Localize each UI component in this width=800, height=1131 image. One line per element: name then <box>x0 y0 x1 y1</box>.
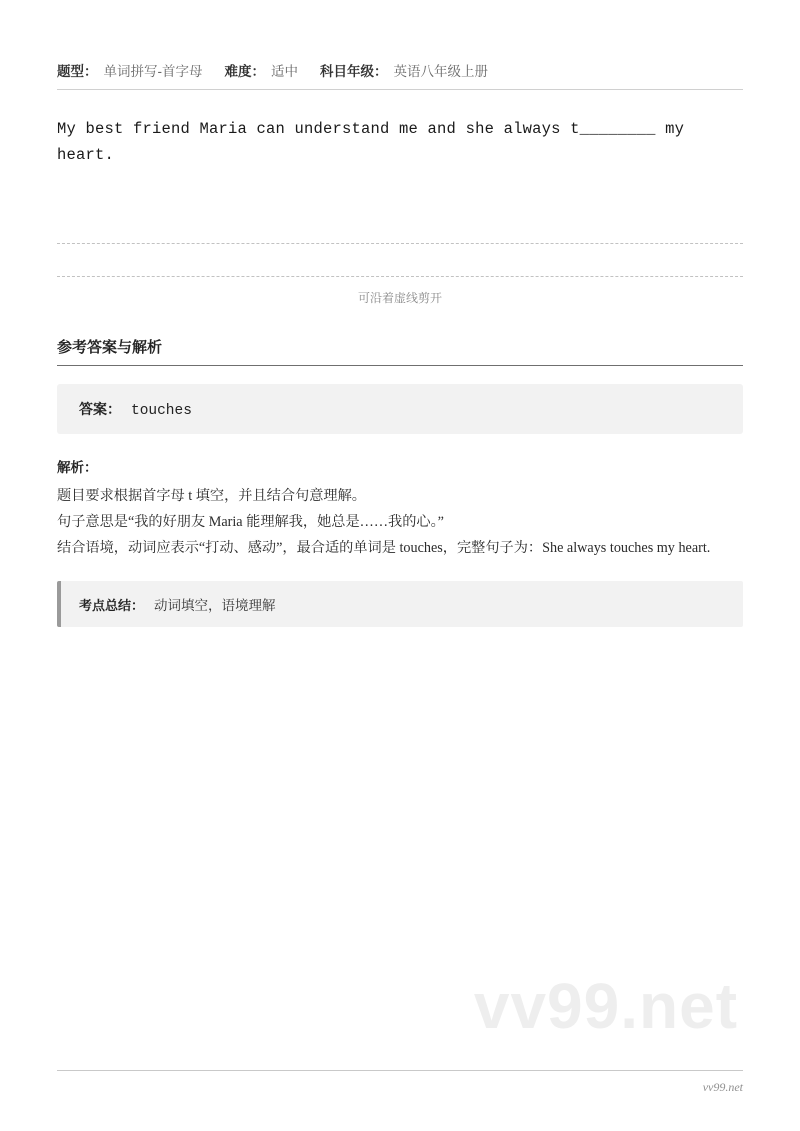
meta-subject-label: 科目年级： <box>320 64 388 79</box>
explanation-line-3: 结合语境，动词应表示“打动、感动”，最合适的单词是 touches，完整句子为：She always touches my heart. <box>57 540 711 557</box>
cut-line-bottom <box>57 276 743 277</box>
key-point-label: 考点总结： <box>79 598 145 614</box>
key-point-value: 动词填空，语境理解 <box>154 598 276 614</box>
meta-subject-value: 英语八年级上册 <box>393 64 488 79</box>
meta-type-value: 单词拼写-首字母 <box>103 64 203 79</box>
explanation-label: 解析： <box>57 459 98 475</box>
cut-line-top <box>57 243 743 244</box>
explanation-line-2: 句子意思是“我的好朋友 Maria 能理解我，她总是……我的心。” <box>57 513 444 530</box>
footer-site-label: vv99.net <box>702 1080 743 1094</box>
answer-value: touches <box>131 402 192 419</box>
meta-difficulty-label: 难度： <box>224 64 265 79</box>
answer-writing-space <box>57 169 743 229</box>
explanation-body <box>57 483 743 562</box>
answer-label: 答案： <box>79 400 121 417</box>
meta-difficulty-value: 适中 <box>271 64 298 79</box>
key-point-summary-box <box>57 581 743 627</box>
watermark-text: vv99.net <box>473 970 738 1042</box>
meta-type-label: 题型： <box>57 64 98 79</box>
analysis-section-title: 参考答案与解析 <box>57 338 163 356</box>
cut-hint-label: 可沿着虚线剪开 <box>357 290 442 305</box>
question-text: My best friend Maria can understand me and she always t________ my heart. <box>57 120 685 165</box>
meta-divider <box>57 89 743 90</box>
analysis-section-divider <box>57 365 743 366</box>
question-meta <box>57 0 743 80</box>
explanation-line-1: 题目要求根据首字母 t 填空，并且结合句意理解。 <box>57 487 366 504</box>
footer-divider <box>57 1070 743 1071</box>
answer-box <box>57 384 743 434</box>
